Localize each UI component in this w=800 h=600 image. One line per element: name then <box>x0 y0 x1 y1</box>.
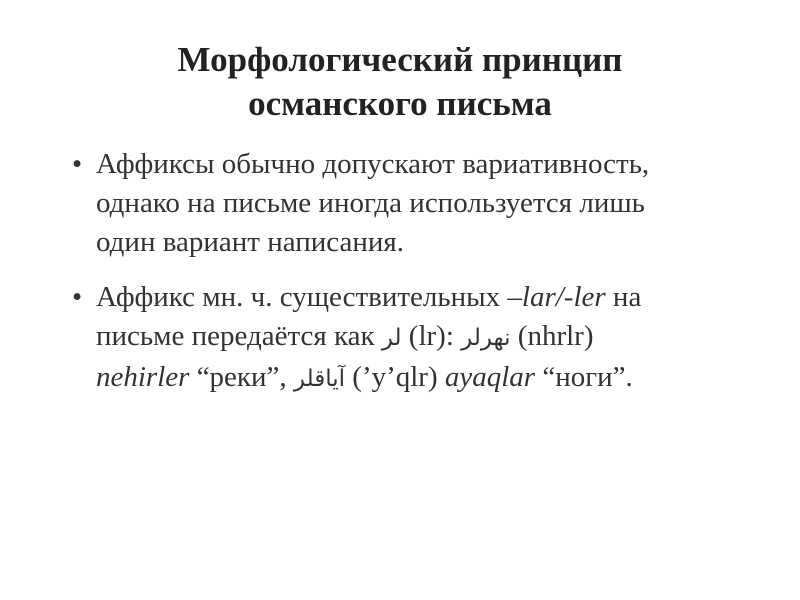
bullet2-text: письме передаётся как <box>96 320 382 352</box>
bullet2-text: “реки”, <box>189 361 294 393</box>
bullet-marker: • <box>72 148 83 180</box>
title-line-2: османского письма <box>248 84 552 123</box>
bullet2-text: (nhrlr) <box>510 320 594 352</box>
affix-example: –lar/-ler <box>507 281 606 313</box>
bullet1-line2: однако на письме иногда используется лишь <box>96 187 645 219</box>
bullet2-text: на <box>605 281 642 313</box>
bullet1-line1: Аффиксы обычно допускают вариативность, <box>96 148 650 180</box>
bullet2-text: (’y’qlr) <box>345 361 445 393</box>
title-line-1: Морфологический принцип <box>177 40 623 79</box>
slide-title <box>0 38 800 126</box>
bullet2-text: Аффикс мн. ч. существительных <box>96 281 508 313</box>
bullet2-text: (lr): <box>401 320 462 352</box>
transliteration-ayaqlar: ayaqlar <box>444 361 536 393</box>
transliteration-nehirler: nehirler <box>96 361 190 393</box>
bullet-marker: • <box>72 281 83 313</box>
bullet-item-2 <box>72 278 772 399</box>
bullet2-text: “ноги”. <box>535 361 633 393</box>
bullet-list <box>72 145 772 399</box>
arabic-script-word-ayaqlar: آياقلر <box>293 366 346 392</box>
bullet-item-1 <box>72 145 772 262</box>
bullet1-line3: один вариант написания. <box>96 226 404 258</box>
arabic-script-affix: لر <box>381 325 402 351</box>
arabic-script-word-nehirler: نهرلر <box>461 325 511 351</box>
